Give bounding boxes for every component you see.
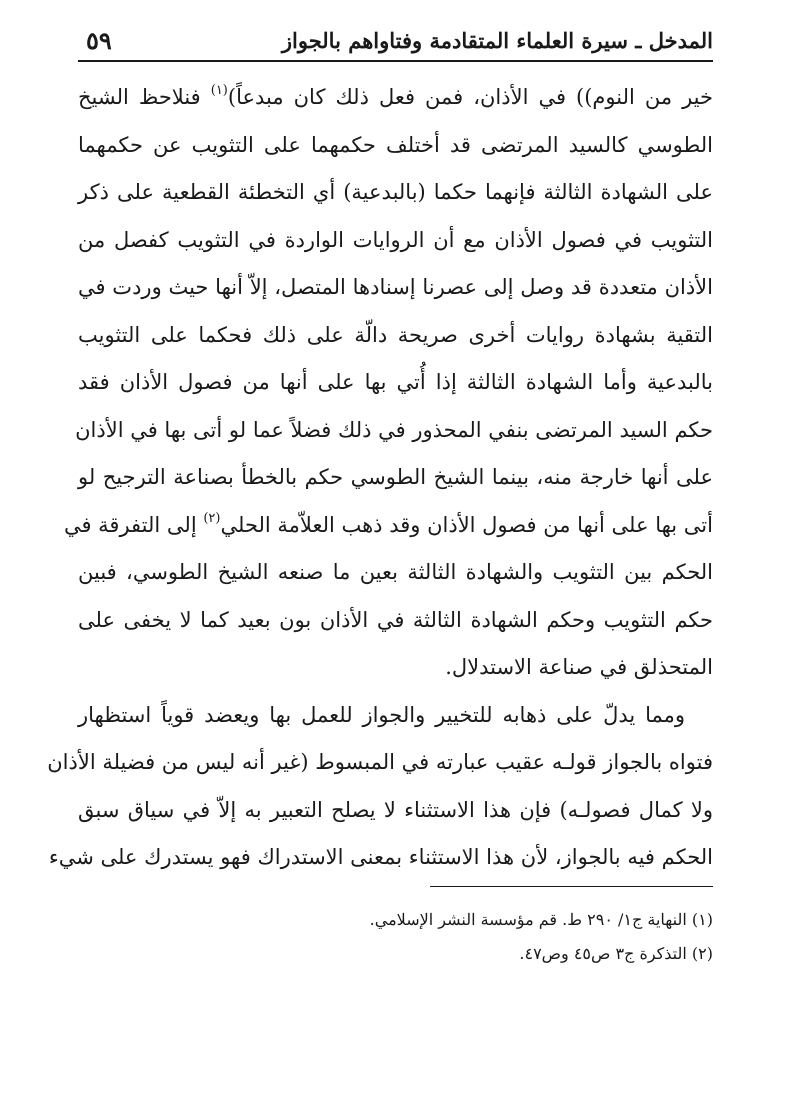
text-line-12: حكم التثويب وحكم الشهادة الثالثة في الأذان بون بعيد كما لا يخفى على bbox=[78, 607, 713, 632]
text-line-8: حكم السيد المرتضى بنفي المحذور في ذلك فضلاً عما لو أتى بها في الأذان bbox=[75, 417, 713, 442]
text-line-1 bbox=[78, 74, 713, 122]
text-line-15: فتواه بالجواز قولـه عقيب عبارته في المبسوط (غير أنه ليس من فضيلة الأذان bbox=[47, 750, 713, 774]
text-line-1-part-2: فنلاحظ الشيخ bbox=[78, 85, 211, 109]
text-line-5: الأذان متعددة قد وصل إلى عصرنا إسنادها المتصل، إلاّ أنها حيث وردت في bbox=[78, 275, 713, 299]
text-line-6: التقية بشهادة روايات أخرى صريحة دالّة على ذلك فحكما على التثويب bbox=[78, 322, 713, 347]
text-line-17: الحكم فيه بالجواز، لأن هذا الاستثناء بمعنى الاستدراك فهو يستدرك على شيء bbox=[48, 845, 713, 869]
running-header bbox=[78, 26, 713, 62]
footnote-divider bbox=[430, 886, 713, 887]
text-line-10 bbox=[63, 502, 713, 550]
text-line-1-part-1: خير من النوم)) في الأذان، فمن فعل ذلك كان مبدعاً) bbox=[227, 85, 714, 109]
text-line-10-part-2: إلى التفرقة في bbox=[63, 512, 204, 537]
text-line-13: المتحذلق في صناعة الاستدلال. bbox=[445, 655, 713, 679]
text-line-2: الطوسي كالسيد المرتضى قد أختلف حكمهما على التثويب عن حكمهما bbox=[78, 132, 713, 157]
text-line-10-part-1: أتى بها على أنها من فصول الأذان وقد ذهب العلاّمة الحلي bbox=[220, 512, 713, 537]
text-line-3: على الشهادة الثالثة فإنهما حكما (بالبدعية) أي التخطئة القطعية على ذكر bbox=[78, 180, 713, 204]
main-text bbox=[47, 74, 714, 882]
footnote-1: (١) النهاية ج١/ ٢٩٠ ط. قم مؤسسة النشر الإسلامي. bbox=[369, 910, 713, 929]
footnote-2: (٢) التذكرة ج٣ ص٤٥ وص٤٧. bbox=[519, 944, 713, 963]
running-title: المدخل ـ سيرة العلماء المتقادمة وفتاواهم بالجواز bbox=[281, 28, 713, 53]
footnote-ref-2[interactable]: (٢) bbox=[203, 510, 221, 526]
text-line-14: ومما يدلّ على ذهابه للتخيير والجواز للعمل بها ويعضد قوياً استظهار bbox=[78, 702, 685, 727]
text-line-7: بالبدعية وأما الشهادة الثالثة إذا أُتي بها على أنها من فصول الأذان فقد bbox=[78, 370, 713, 394]
text-line-4: التثويب في فصول الأذان مع أن الروايات الواردة في التثويب كفصل من bbox=[78, 227, 713, 252]
text-line-11: الحكم بين التثويب والشهادة الثالثة بعين ما صنعه الشيخ الطوسي، فبين bbox=[78, 560, 713, 584]
footnote-ref-1[interactable]: (١) bbox=[210, 83, 228, 98]
text-line-9: على أنها خارجة منه، بينما الشيخ الطوسي حكم بالخطأ بصناعة الترجيح لو bbox=[78, 465, 713, 489]
text-line-16: ولا كمال فصولـه) فإن هذا الاستثناء لا يصلح التعبير به إلاّ في سياق سبق bbox=[78, 797, 713, 822]
footnotes bbox=[78, 903, 713, 971]
page-number: ٥٩ bbox=[86, 26, 112, 55]
